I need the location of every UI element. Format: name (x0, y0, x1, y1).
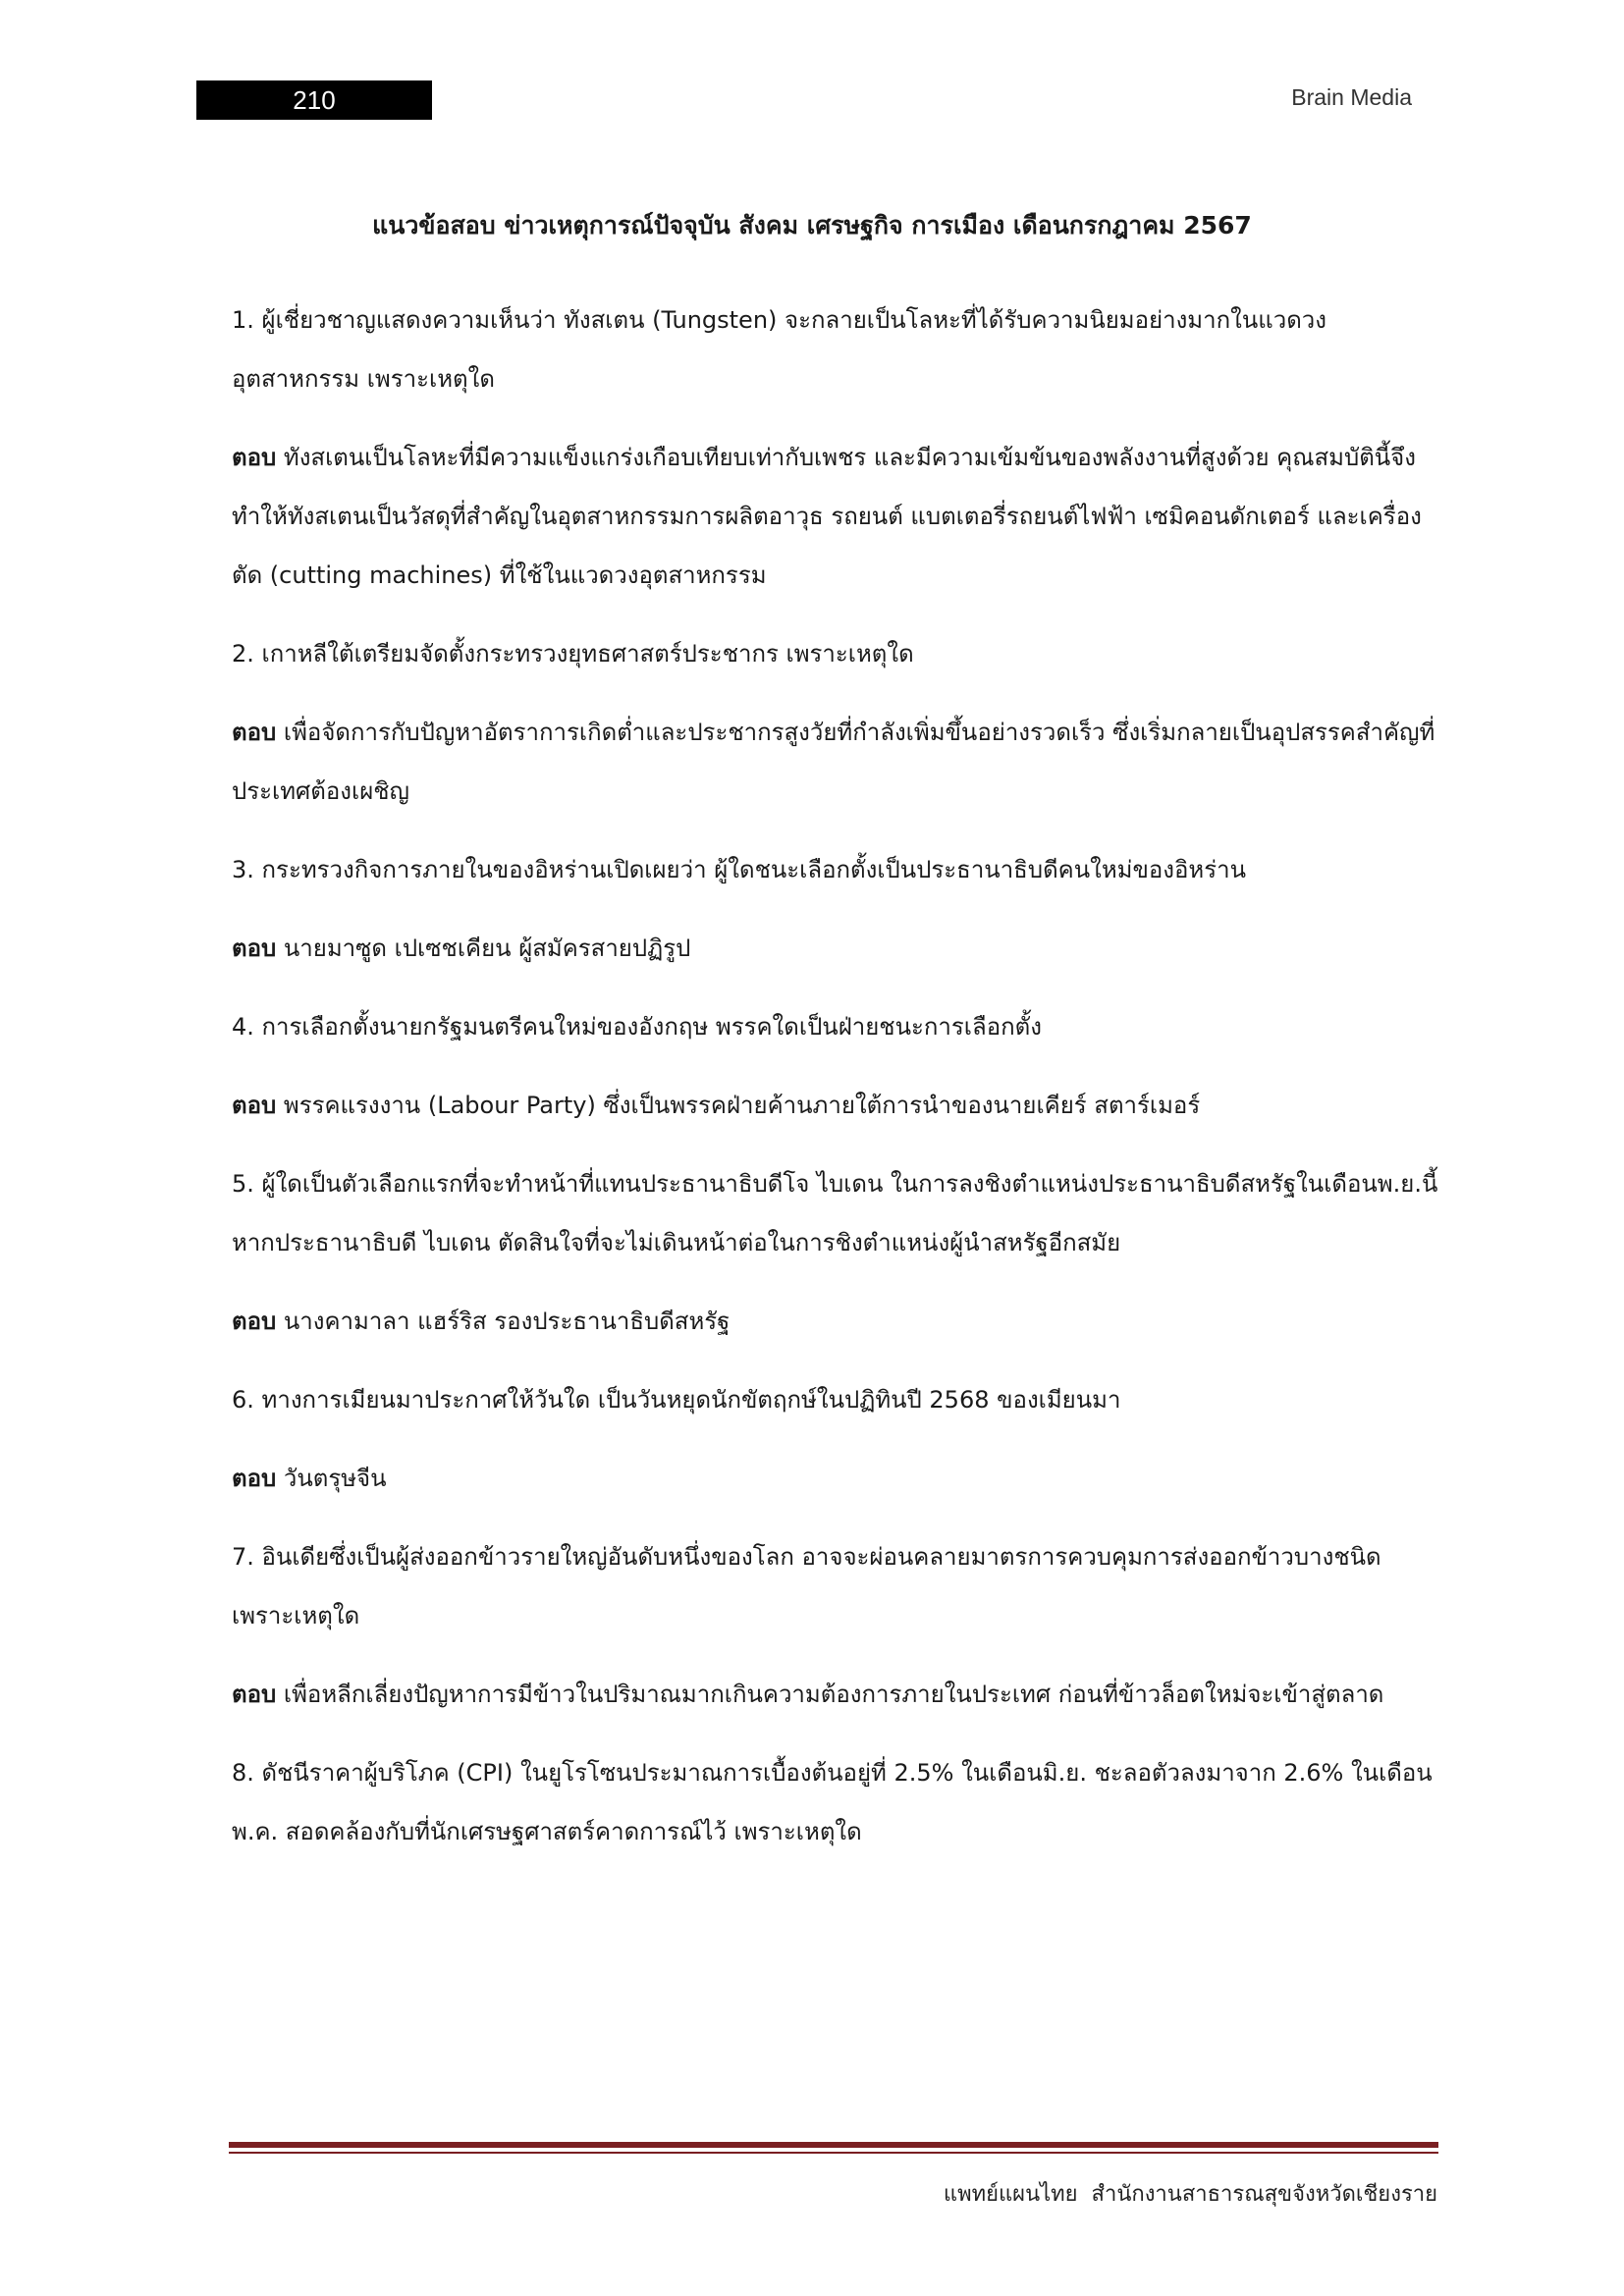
answer-text: วันตรุษจีน (283, 1465, 387, 1492)
question-3: 3. กระทรวงกิจการภายในของอิหร่านเปิดเผยว่า ผู้ใดชนะเลือกตั้งเป็นประธานาธิบดีคนใหม่ของอิหร่าน (232, 856, 1247, 883)
answer-label: ตอบ (232, 719, 277, 746)
publisher-name: Brain Media (1291, 84, 1412, 110)
question-1: 1. ผู้เชี่ยวชาญแสดงความเห็นว่า ทังสเตน (Tungsten) จะกลายเป็นโลหะที่ได้รับความนิยมอย่างมากในแวดวงอุตสาหกรรม เพราะเหตุใด (232, 306, 1326, 393)
answer-label: ตอบ (232, 1465, 277, 1492)
answer-label: ตอบ (232, 1308, 277, 1335)
question-4: 4. การเลือกตั้งนายกรัฐมนตรีคนใหม่ของอังกฤษ พรรคใดเป็นฝ่ายชนะการเลือกตั้ง (232, 1013, 1042, 1041)
answer-5 (232, 1292, 1439, 1351)
question-6: 6. ทางการเมียนมาประกาศให้วันใด เป็นวันหยุดนักขัตฤกษ์ในปฏิทินปี 2568 ของเมียนมา (232, 1386, 1121, 1414)
document-body (232, 291, 1439, 1881)
question-5: 5. ผู้ใดเป็นตัวเลือกแรกที่จะทำหน้าที่แทนประธานาธิบดีโจ ไบเดน ในการลงชิงตำแหน่งประธานาธิบดีสหรัฐในเดือนพ.ย.นี้ หากประธานาธิบดี ไบเดน ตัดสินใจที่จะไม่เดินหน้าต่อในการชิงตำแหน่งผู้นำสหรัฐอีกสมัย (232, 1170, 1438, 1256)
footer-divider-thin (229, 2152, 1438, 2154)
answer-text: นางคามาลา แฮร์ริส รองประธานาธิบดีสหรัฐ (283, 1308, 731, 1335)
question-8: 8. ดัชนีราคาผู้บริโภค (CPI) ในยูโรโซนประมาณการเบื้องต้นอยู่ที่ 2.5% ในเดือนมิ.ย. ชะลอตัวลงมาจาก 2.6% ในเดือนพ.ค. สอดคล้องกับที่นักเศรษฐศาสตร์คาดการณ์ไว้ เพราะเหตุใด (232, 1759, 1433, 1845)
answer-label: ตอบ (232, 934, 277, 962)
answer-text: พรรคแรงงาน (Labour Party) ซึ่งเป็นพรรคฝ่ายค้านภายใต้การนำของนายเคียร์ สตาร์เมอร์ (283, 1092, 1201, 1119)
answer-3 (232, 919, 1439, 978)
answer-label: ตอบ (232, 444, 277, 471)
question-2: 2. เกาหลีใต้เตรียมจัดตั้งกระทรวงยุทธศาสตร์ประชากร เพราะเหตุใด (232, 640, 914, 667)
footer-divider (229, 2142, 1438, 2148)
answer-4 (232, 1076, 1439, 1135)
answer-7 (232, 1665, 1439, 1724)
answer-6 (232, 1449, 1439, 1508)
answer-1 (232, 428, 1439, 605)
answer-text: เพื่อจัดการกับปัญหาอัตราการเกิดต่ำและประชากรสูงวัยที่กำลังเพิ่มขึ้นอย่างรวดเร็ว ซึ่งเริ่มกลายเป็นอุปสรรคสำคัญที่ประเทศต้องเผชิญ (232, 719, 1435, 805)
answer-text: นายมาซูด เปเซชเคียน ผู้สมัครสายปฏิรูป (283, 934, 691, 962)
answer-label: ตอบ (232, 1681, 277, 1708)
answer-label: ตอบ (232, 1092, 277, 1119)
footer-organization: แพทย์แผนไทย สำนักงานสาธารณสุขจังหวัดเชียงราย (943, 2182, 1437, 2207)
page-number: 210 (196, 80, 432, 120)
answer-2 (232, 703, 1439, 821)
answer-text: เพื่อหลีกเลี่ยงปัญหาการมีข้าวในปริมาณมากเกินความต้องการภายในประเทศ ก่อนที่ข้าวล็อตใหม่จะเข้าสู่ตลาด (283, 1681, 1384, 1708)
answer-text: ทังสเตนเป็นโลหะที่มีความแข็งแกร่งเกือบเทียบเท่ากับเพชร และมีความเข้มข้นของพลังงานที่สูงด้วย คุณสมบัตินี้จึงทำให้ทังสเตนเป็นวัสดุที่สำคัญในอุตสาหกรรมการผลิตอาวุธ รถยนต์ แบตเตอรี่รถยนต์ไฟฟ้า เซมิคอนดักเตอร์ และเครื่องตัด (cutting machines) ที่ใช้ในแวดวงอุตสาหกรรม (232, 444, 1422, 589)
question-7: 7. อินเดียซึ่งเป็นผู้ส่งออกข้าวรายใหญ่อันดับหนึ่งของโลก อาจจะผ่อนคลายมาตรการควบคุมการส่งออกข้าวบางชนิด เพราะเหตุใด (232, 1543, 1381, 1629)
document-title: แนวข้อสอบ ข่าวเหตุการณ์ปัจจุบัน สังคม เศรษฐกิจ การเมือง เดือนกรกฎาคม 2567 (372, 211, 1252, 240)
